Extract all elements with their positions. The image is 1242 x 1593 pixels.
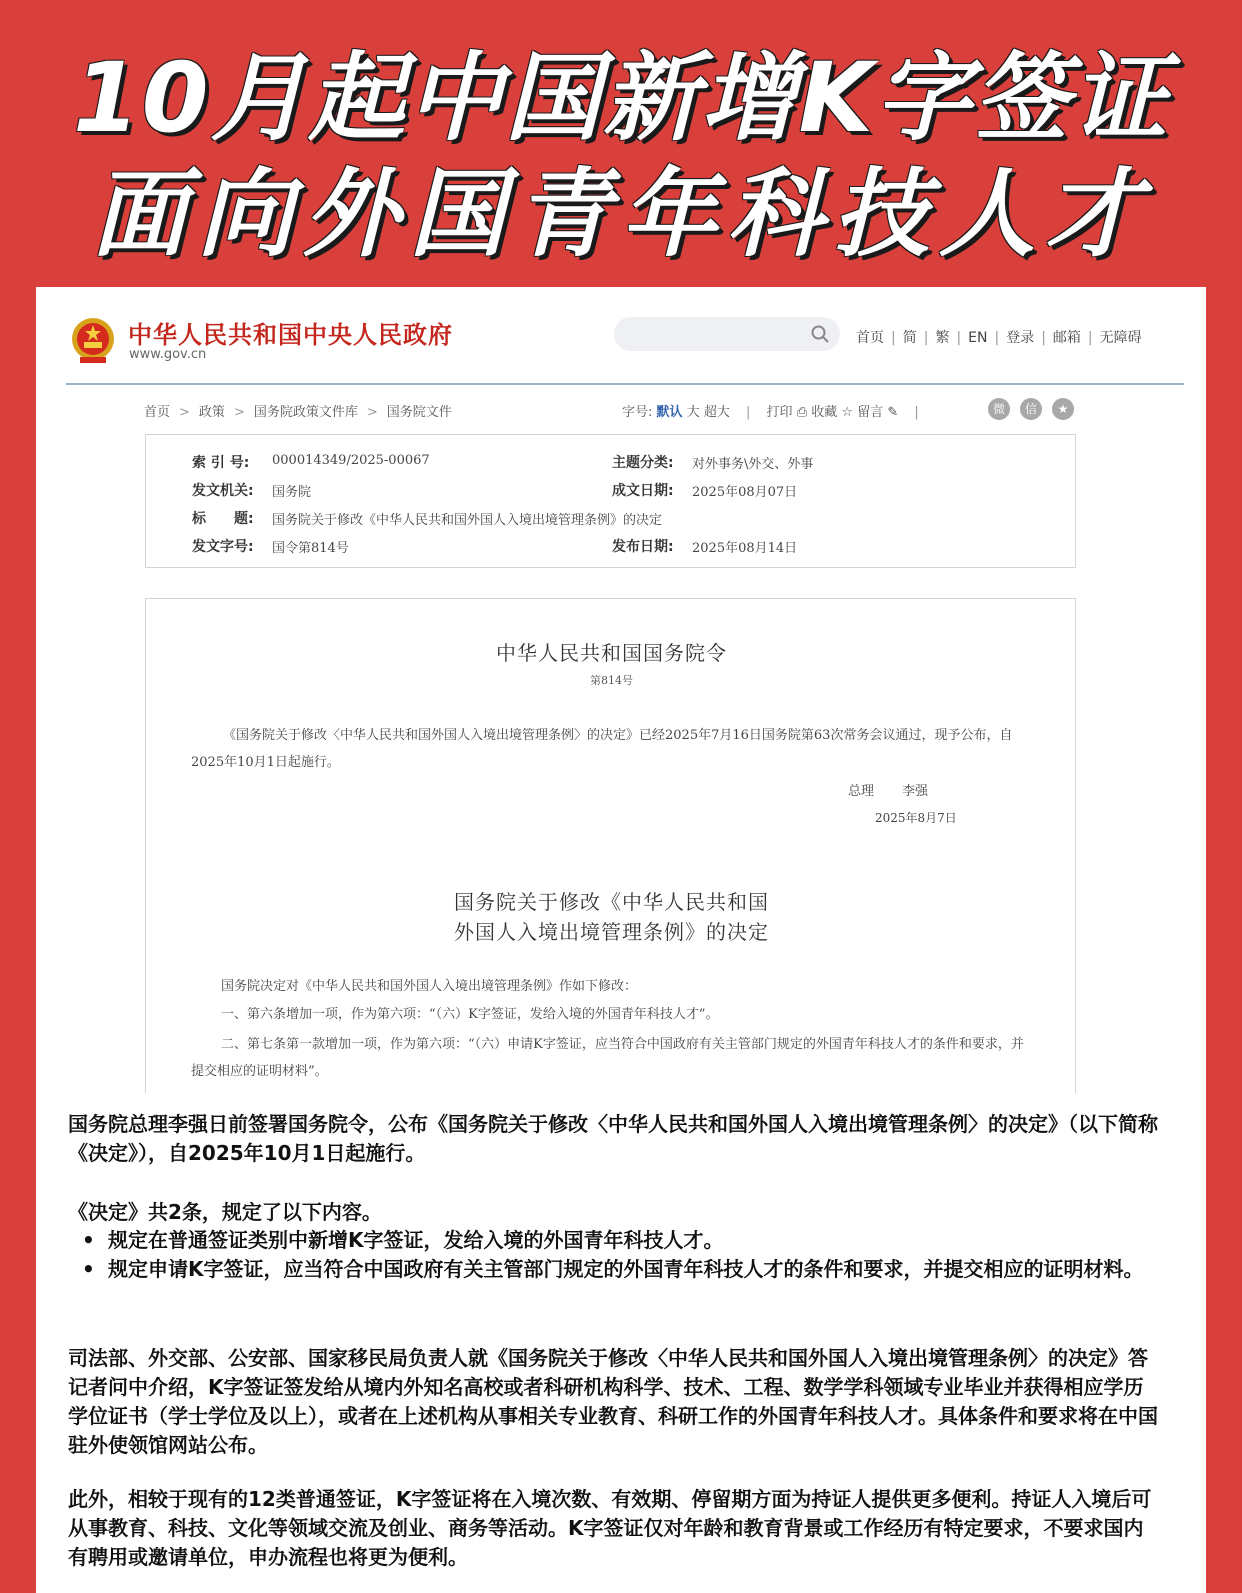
- content-card: [36, 287, 1206, 1593]
- nav-login[interactable]: 登录: [1006, 330, 1035, 346]
- nav-english[interactable]: EN: [968, 330, 988, 346]
- top-nav: 首页 | 简 | 繁 | EN | 登录 | 邮箱 | 无障碍: [856, 330, 1142, 346]
- weibo-share-icon[interactable]: 微: [988, 398, 1010, 420]
- wechat-share-icon[interactable]: 信: [1020, 398, 1042, 420]
- search-icon[interactable]: [810, 324, 830, 344]
- article-bullet-list: [68, 1226, 1158, 1284]
- search-input[interactable]: [614, 317, 840, 351]
- issuer-label: 发文机关:: [192, 483, 254, 499]
- page-tools: 字号: 默认 大 超大 | 打印 ⎙ 收藏 ☆ 留言 ✎ |: [622, 405, 919, 420]
- decree-document: [145, 598, 1076, 1093]
- header-divider: [66, 383, 1184, 385]
- share-icons: [988, 398, 1084, 420]
- star-icon: ☆: [841, 405, 854, 420]
- date-value: 2025年08月07日: [692, 485, 798, 500]
- decree-paragraph: 《国务院关于修改〈中华人民共和国外国人入境出境管理条例〉的决定》已经2025年7月16日国务院第63次常务会议通过，现予公布，自2025年10月1日起施行。: [191, 728, 1013, 770]
- issuer-value: 国务院: [272, 485, 312, 500]
- favorite-button[interactable]: 收藏: [811, 405, 838, 420]
- comment-button[interactable]: 留言: [857, 405, 884, 420]
- decree-title: 中华人民共和国国务院令: [496, 641, 727, 665]
- title-label: 标 题:: [192, 511, 254, 527]
- headline-line-2: 面向外国青年科技人才: [91, 158, 1151, 270]
- index-label: 索 引 号:: [192, 455, 250, 471]
- headline: [0, 40, 1242, 272]
- font-size-label: 字号:: [622, 405, 653, 420]
- gov-site-name[interactable]: 中华人民共和国中央人民政府: [128, 321, 453, 349]
- font-default-option[interactable]: 默认: [656, 405, 683, 420]
- sign-date: 2025年8月7日: [875, 811, 957, 825]
- breadcrumb: 首页 > 政策 > 国务院政策文件库 > 国务院文件: [144, 405, 452, 420]
- printer-icon: ⎙: [796, 405, 808, 420]
- pencil-icon: ✎: [887, 405, 899, 420]
- decision-title-line-2: 外国人入境出境管理条例》的决定: [454, 920, 769, 944]
- favorite-share-icon[interactable]: ★: [1052, 398, 1074, 420]
- nav-mail[interactable]: 邮箱: [1052, 330, 1081, 346]
- article-paragraph-1: 国务院总理李强日前签署国务院令，公布《国务院关于修改〈中华人民共和国外国人入境出境管理条例〉的决定》（以下简称《决定》），自2025年10月1日起施行。: [68, 1112, 1158, 1165]
- list-item: • 规定在普通签证类别中新增K字签证，发给入境的外国青年科技人才。: [68, 1226, 1158, 1255]
- article-paragraph-2: 《决定》共2条，规定了以下内容。: [68, 1200, 382, 1224]
- document-metadata: [145, 434, 1076, 568]
- nav-accessibility[interactable]: 无障碍: [1099, 330, 1142, 346]
- decision-item-1: 一、第六条增加一项，作为第六项：“（六）K字签证，发给入境的外国青年科技人才”。: [221, 1007, 719, 1022]
- font-xlarge-option[interactable]: 超大: [703, 405, 730, 420]
- article-paragraph-4: 此外，相较于现有的12类普通签证，K字签证将在入境次数、有效期、停留期方面为持证人提供更多便利。持证人入境后可从事教育、科技、文化等领域交流及创业、商务等活动。K字签证仅对年龄和教育背景或工作经历有特定要求，不要求国内有聘用或邀请单位，申办流程也将更为便利。: [68, 1487, 1152, 1569]
- decree-number: 第814号: [590, 674, 633, 687]
- decision-intro: 国务院决定对《中华人民共和国外国人入境出境管理条例》作如下修改：: [221, 979, 638, 994]
- docno-label: 发文字号:: [192, 539, 254, 555]
- publish-label: 发布日期:: [612, 539, 674, 555]
- nav-traditional[interactable]: 繁: [935, 330, 950, 346]
- signer-name: 李强: [902, 784, 929, 799]
- decision-item-2: 二、第七条第一款增加一项，作为第六项：“（六）申请K字签证，应当符合中国政府有关主管部门规定的外国青年科技人才的条件和要求，并提交相应的证明材料”。: [191, 1037, 1024, 1079]
- list-item: • 规定申请K字签证，应当符合中国政府有关主管部门规定的外国青年科技人才的条件和要求，并提交相应的证明材料。: [68, 1255, 1158, 1284]
- index-value: 000014349/2025-00067: [272, 453, 430, 468]
- headline-line-1: 10月起中国新增K字签证: [73, 42, 1169, 154]
- date-label: 成文日期:: [612, 483, 674, 499]
- nav-home[interactable]: 首页: [856, 330, 884, 346]
- signer-title: 总理: [848, 784, 875, 799]
- font-large-option[interactable]: 大: [686, 405, 700, 420]
- decision-title-line-1: 国务院关于修改《中华人民共和国: [454, 890, 769, 914]
- gov-site-url: www.gov.cn: [129, 347, 207, 362]
- breadcrumb-docs[interactable]: 国务院文件: [386, 405, 452, 420]
- article-paragraph-3: 司法部、外交部、公安部、国家移民局负责人就《国务院关于修改〈中华人民共和国外国人入境出境管理条例〉的决定》答记者问中介绍，K字签证签发给从境内外知名高校或者科研机构科学、技术、工程、数学学科领域专业毕业并获得相应学历学位证书（学士学位及以上），或者在上述机构从事相关专业教育、科研工作的外国青年科技人才。具体条件和要求将在中国驻外使领馆网站公布。: [68, 1346, 1158, 1457]
- docno-value: 国令第814号: [272, 541, 349, 556]
- nav-simplified[interactable]: 简: [902, 330, 917, 346]
- topic-value: 对外事务\外交、外事: [692, 457, 814, 472]
- title-value: 国务院关于修改《中华人民共和国外国人入境出境管理条例》的决定: [272, 513, 663, 528]
- breadcrumb-home[interactable]: 首页: [144, 405, 171, 420]
- national-emblem-icon: [70, 315, 116, 365]
- publish-value: 2025年08月14日: [692, 541, 798, 556]
- breadcrumb-policy[interactable]: 政策: [198, 405, 225, 420]
- topic-label: 主题分类:: [612, 455, 674, 471]
- breadcrumb-library[interactable]: 国务院政策文件库: [253, 405, 358, 420]
- print-button[interactable]: 打印: [766, 405, 793, 420]
